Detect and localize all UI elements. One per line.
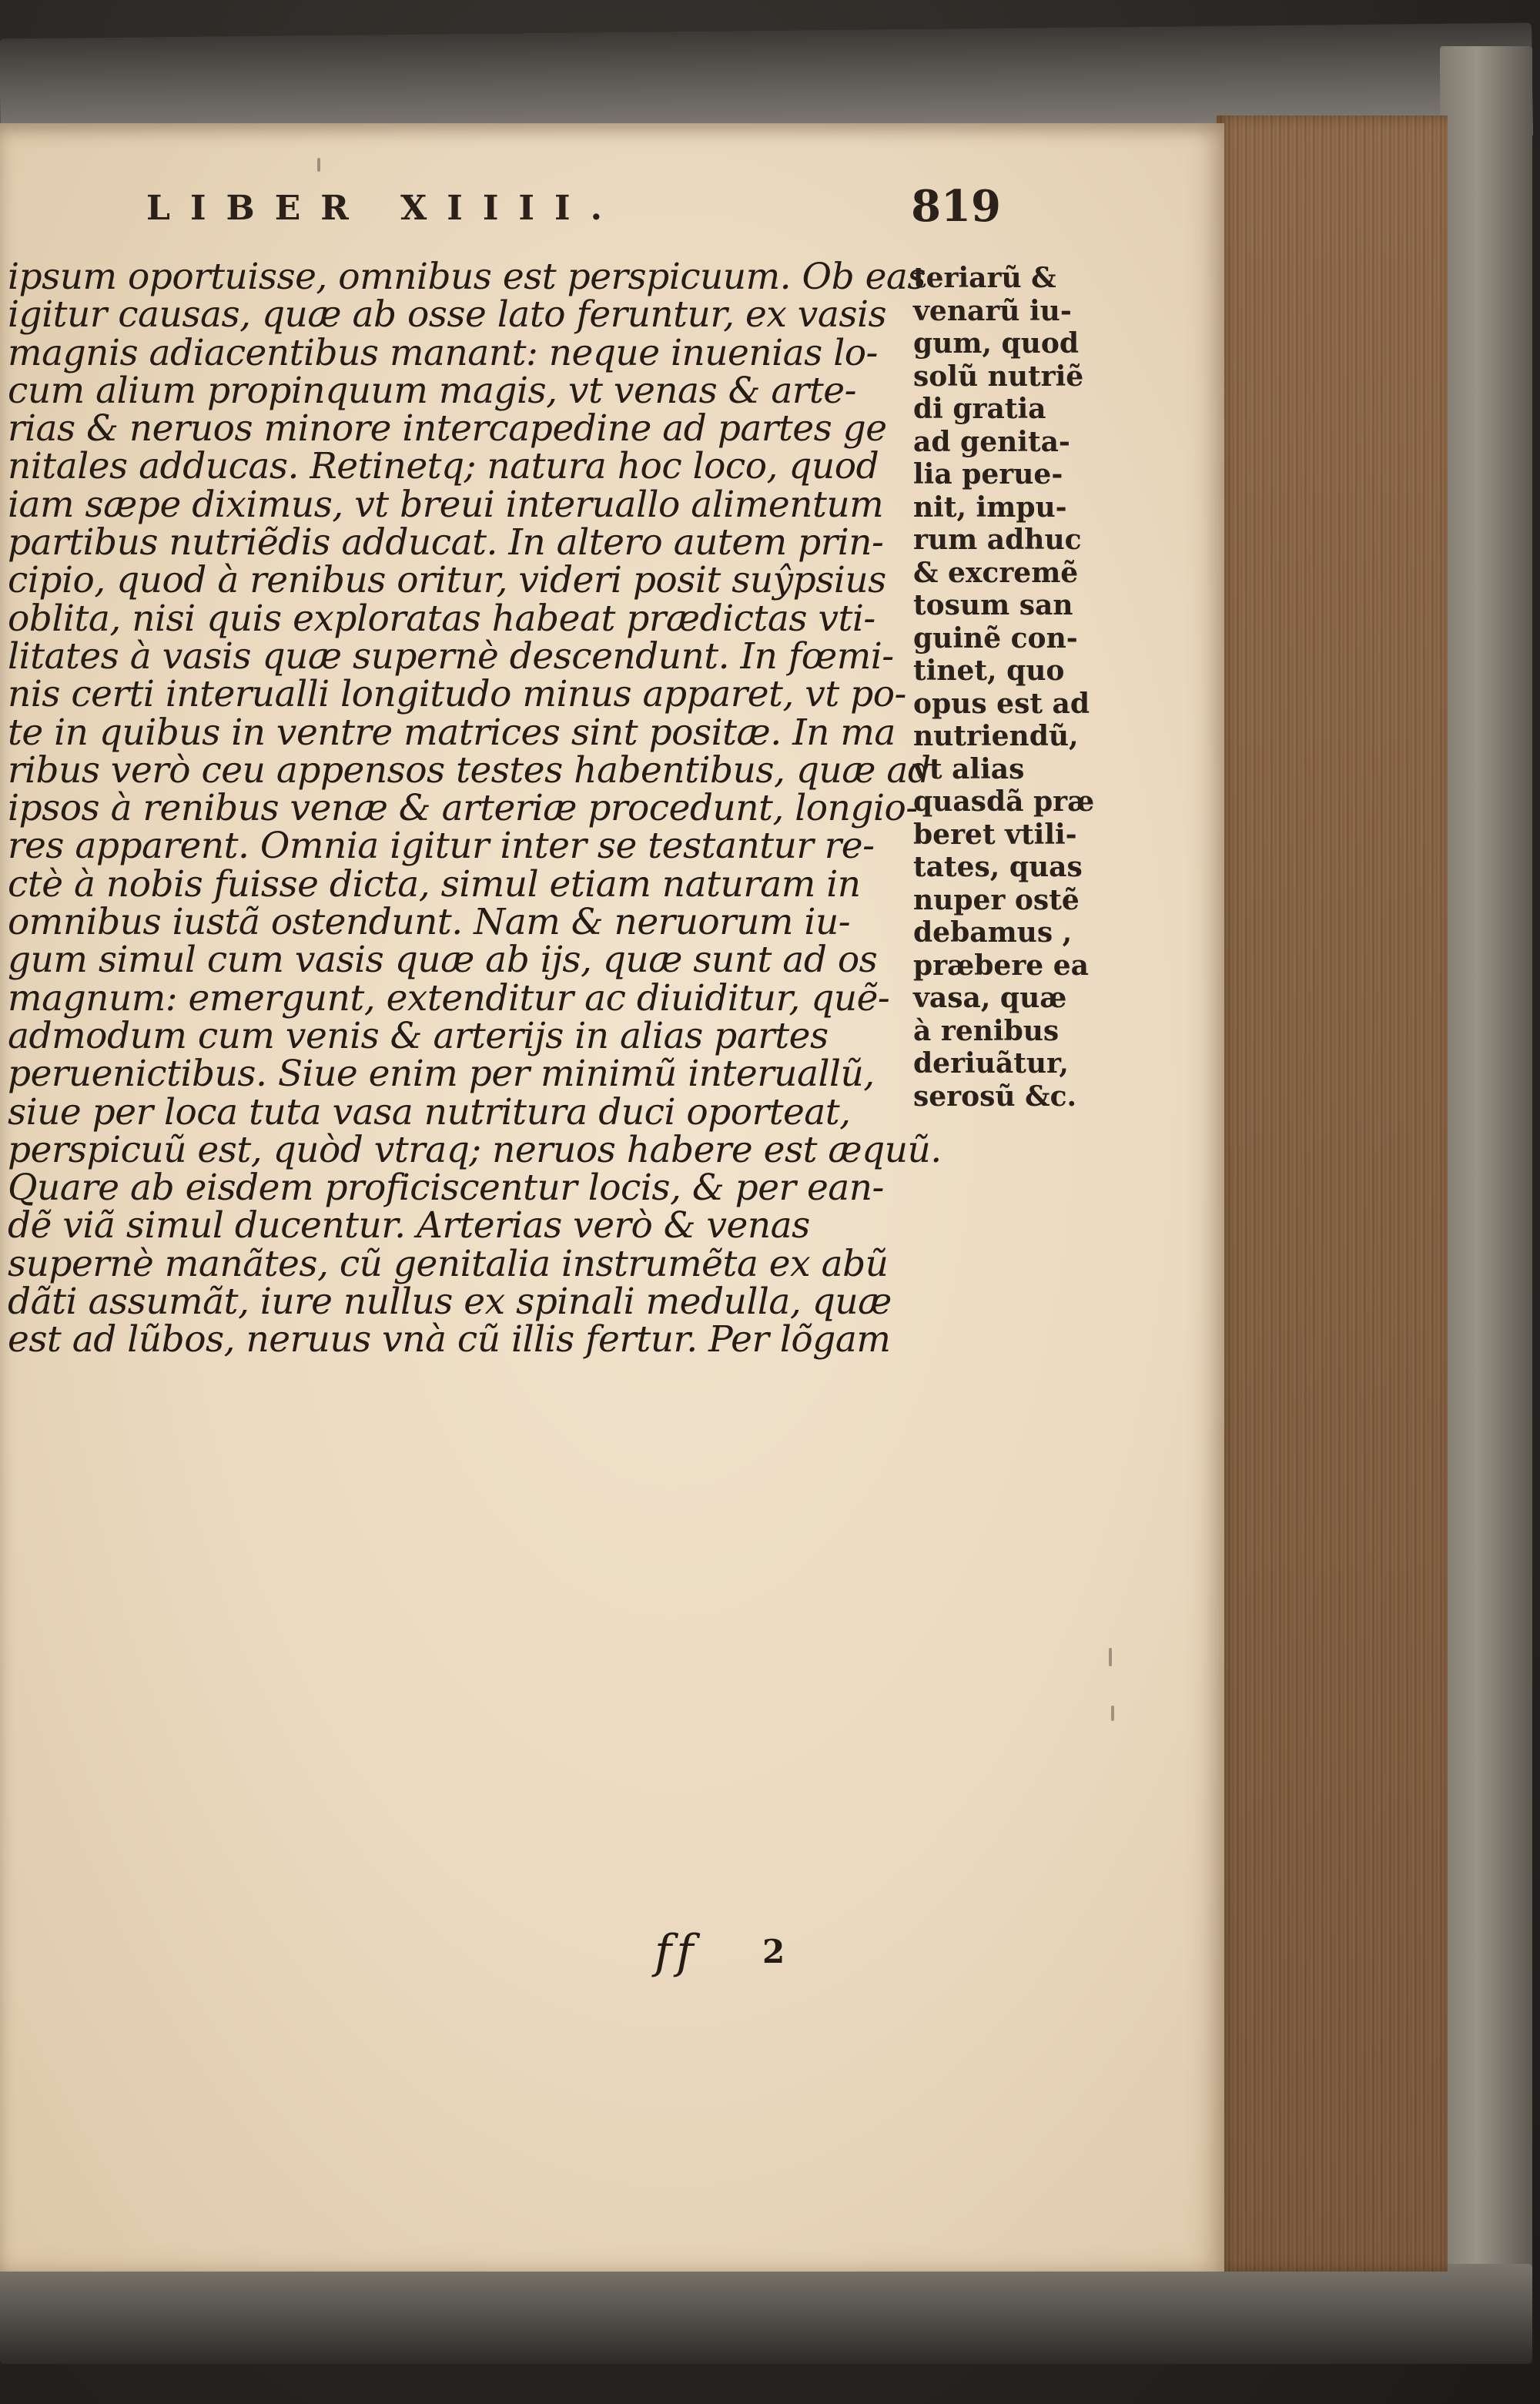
book-cover-right xyxy=(1440,46,1532,2349)
marginal-line: lia perue- xyxy=(913,458,1063,491)
text-line: omnibus iustã ostendunt. Nam & neruorum iu- xyxy=(8,901,851,944)
text-line: magnis adiacentibus manant: neque inuenias lo- xyxy=(8,331,878,374)
marginal-line: rum adhuc xyxy=(913,524,1082,556)
marginal-line: teriarũ & xyxy=(913,262,1056,294)
signature-mark: ff xyxy=(654,1925,698,1979)
marginal-line: deriuãtur, xyxy=(913,1047,1069,1080)
marginal-line: nit, impu- xyxy=(913,491,1067,524)
text-line: dẽ viã simul ducentur. Arterias verò & venas xyxy=(8,1204,810,1247)
text-line: litates à vasis quæ supernè descendunt. In fœmi- xyxy=(8,634,894,678)
text-line: res apparent. Omnia igitur inter se testantur re- xyxy=(8,825,875,868)
text-line: magnum: emergunt, extenditur ac diuiditur, quẽ- xyxy=(8,976,890,1020)
marginal-line: solũ nutriẽ xyxy=(913,360,1084,393)
text-line: rias & neruos minore intercapedine ad partes ge xyxy=(8,407,887,450)
text-line: cipio, quod à renibus oritur, videri posit suŷpsius xyxy=(8,559,886,602)
text-line: perspicuũ est, quòd vtraq; neruos habere est æquũ. xyxy=(8,1128,942,1171)
marginal-line: præbere ea xyxy=(913,949,1089,982)
text-line: partibus nutriẽdis adducat. In altero autem prin- xyxy=(8,521,884,564)
text-line: ribus verò ceu appensos testes habentibus, quæ ad xyxy=(8,748,931,792)
marginal-line: opus est ad xyxy=(913,687,1090,720)
text-line: admodum cum venis & arterijs in alias partes xyxy=(8,1014,829,1057)
marginal-line: nutriendũ, xyxy=(913,720,1079,752)
text-line: nitales adducas. Retinetq; natura hoc loco, quod xyxy=(8,445,879,488)
marginal-line: di gratia xyxy=(913,393,1046,425)
text-line: iam sæpe diximus, vt breui interuallo alimentum xyxy=(8,483,884,526)
marginal-line: & excremẽ xyxy=(913,556,1079,589)
text-line: oblita, nisi quis exploratas habeat prædictas vti- xyxy=(8,597,875,640)
text-line: nis certi interualli longitudo minus apparet, vt po- xyxy=(8,673,906,716)
text-line: peruenictibus. Siue enim per minimũ interuallũ, xyxy=(8,1053,875,1096)
text-line: ipsum oportuisse, omnibus est perspicuum. Ob eas xyxy=(8,256,926,298)
text-line: supernè manãtes, cũ genitalia instrumẽta ex abũ xyxy=(8,1242,889,1285)
marginal-line: tosum san xyxy=(913,589,1073,621)
marginal-line: vt alias xyxy=(913,752,1025,785)
marginal-line: ad genita- xyxy=(913,425,1070,458)
marginal-line: quasdã præ xyxy=(913,785,1095,818)
pencil-mark xyxy=(1111,1706,1114,1721)
text-line: Quare ab eisdem proficiscentur locis, & per ean- xyxy=(8,1167,884,1210)
marginal-line: serosũ &c. xyxy=(913,1080,1077,1113)
text-line: cum alium propinquum magis, vt venas & arte- xyxy=(8,369,856,412)
pencil-mark xyxy=(1109,1648,1112,1666)
pencil-mark xyxy=(317,158,320,172)
marginal-line: guinẽ con- xyxy=(913,621,1078,655)
text-line: te in quibus in ventre matrices sint positæ. In ma xyxy=(8,711,896,754)
marginal-line: tates, quas xyxy=(913,851,1083,883)
marginal-line: nuper ostẽ xyxy=(913,883,1080,916)
page-edges xyxy=(1217,116,1448,2272)
text-line: igitur causas, quæ ab osse lato feruntur, ex vasis xyxy=(8,293,887,336)
marginal-note xyxy=(913,262,1121,1113)
marginal-line: tinet, quo xyxy=(913,655,1065,687)
text-line: ctè à nobis fuisse dicta, simul etiam naturam in xyxy=(8,862,861,906)
page-number: 819 xyxy=(911,181,1001,232)
text-line: siue per loca tuta vasa nutritura duci oporteat, xyxy=(8,1090,851,1133)
signature-number: 2 xyxy=(762,1933,785,1970)
marginal-line: venarũ iu- xyxy=(913,294,1072,327)
text-line: gum simul cum vasis quæ ab ijs, quæ sunt ad os xyxy=(8,939,878,982)
main-text-column xyxy=(8,256,942,1361)
marginal-line: vasa, quæ xyxy=(913,982,1067,1014)
text-line: dãti assumãt, iure nullus ex spinali medulla, quæ xyxy=(8,1281,892,1324)
book-cover-bottom xyxy=(0,2264,1532,2364)
marginal-line: à renibus xyxy=(913,1014,1060,1047)
page-header xyxy=(139,181,1001,243)
marginal-line: debamus , xyxy=(913,916,1073,949)
text-line: est ad lũbos, neruus vnà cũ illis fertur. Per lõgam xyxy=(8,1318,891,1361)
text-line: ipsos à renibus venæ & arteriæ procedunt, longio- xyxy=(8,787,918,830)
marginal-line: beret vtili- xyxy=(913,818,1077,851)
running-head: LIBER XIIII. xyxy=(146,189,622,228)
marginal-line: gum, quod xyxy=(913,327,1080,360)
